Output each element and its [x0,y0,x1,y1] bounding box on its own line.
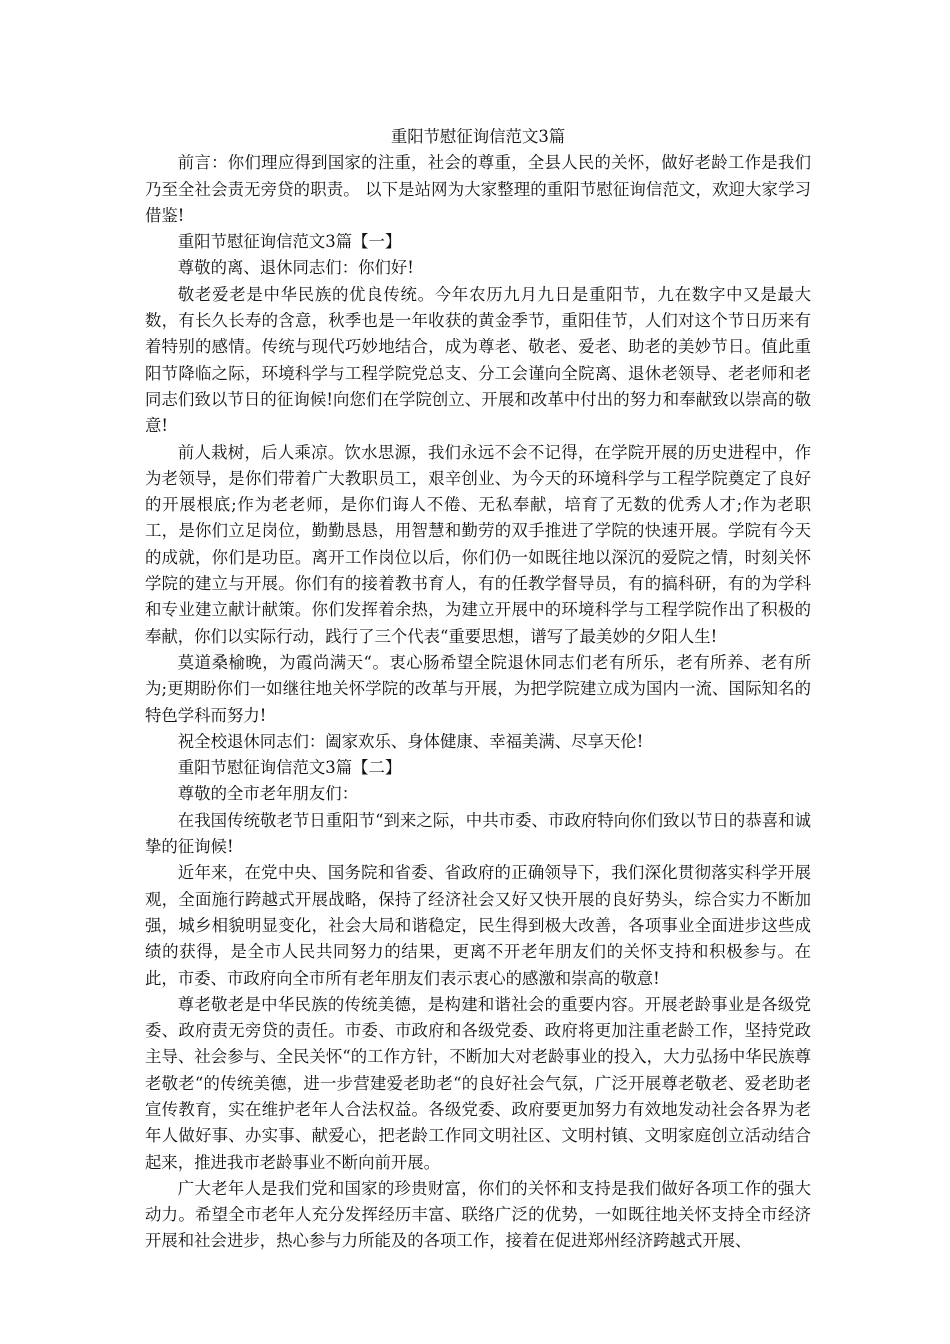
document-title: 重阳节慰征询信范文3篇 [390,127,566,146]
section-2-heading: 重阳节慰征询信范文3篇【二】 [177,758,402,778]
document-page [145,124,811,1255]
section-1-paragraph-1: 敬老爱老是中华民族的优良传统。今年农历九月九日是重阳节，九在数字中又是最大数，有长久长寿的含意，秋季也是一年收获的黄金季节，重阳佳节，人们对这个节日历来有着特别的感情。传统与现代巧妙地结合，成为尊老、敬老、爱老、助老的美妙节日。值此重阳节降临之际，环境科学与工程学院党总支、分工会谨向全院离、退休老领导、老老师和老同志们致以节日的征询候!向您们在学院创立、开展和改革中付出的努力和奉献致以崇高的敬意! [145,284,811,436]
section-1-paragraph-3: 莫道桑榆晚，为霞尚满天“。衷心肠希望全院退休同志们老有所乐，老有所养、老有所为;更期盼你们一如继往地关怀学院的改革与开展，为把学院建立成为国内一流、国际知名的特色学科而努力! [145,652,811,725]
section-2-paragraph-4: 广大老年人是我们党和国家的珍贵财富，你们的关怀和支持是我们做好各项工作的强大动力。希望全市老年人充分发挥经历丰富、联络广泛的优势，一如既往地关怀支持全市经济开展和社会进步，热心参与力所能及的各项工作，接着在促进郑州经济跨越式开展、 [145,1178,811,1251]
section-2-paragraph-1: 在我国传统敬老节日重阳节“到来之际，中共市委、市政府特向你们致以节日的恭喜和诚挚的征询候! [145,810,811,857]
section-1-salutation: 尊敬的离、退休同志们：你们好! [177,258,414,278]
section-2-paragraph-3: 尊老敬老是中华民族的传统美德，是构建和谐社会的重要内容。开展老龄事业是各级党委、政府责无旁贷的责任。市委、市政府和各级党委、政府将更加注重老龄工作，坚持党政主导、社会参与、全民关怀“的工作方针，不断加大对老龄事业的投入，大力弘扬中华民族尊老敬老“的传统美德，进一步营建爱老助老“的良好社会气氛，广泛开展尊老敬老、爱老助老宣传教育，实在维护老年人合法权益。各级党委、政府要更加努力有效地发动社会各界为老年人做好事、办实事、献爱心，把老龄工作同文明社区、文明村镇、文明家庭创立活动结合起来，推进我市老龄事业不断向前开展。 [145,994,811,1172]
section-1-heading: 重阳节慰征询信范文3篇【一】 [177,232,402,252]
section-1-paragraph-2: 前人栽树，后人乘凉。饮水思源，我们永远不会不记得，在学院开展的历史进程中，作为老领导，是你们带着广大教职员工，艰辛创业、为今天的环境科学与工程学院奠定了良好的开展根底;作为老老师，是你们诲人不倦、无私奉献，培育了无数的优秀人才;作为老职工，是你们立足岗位，勤勤恳恳，用智慧和勤劳的双手推进了学院的快速开展。学院有今天的成就，你们是功臣。离开工作岗位以后，你们仍一如既往地以深沉的爱院之情，时刻关怀学院的建立与开展。你们有的接着教书育人，有的任教学督导员，有的搞科研，有的为学科和专业建立献计献策。你们发挥着余热，为建立开展中的环境科学与工程学院作出了积极的奉献，你们以实际行动，践行了三个代表“重要思想，谱写了最美妙的夕阳人生! [145,442,811,646]
section-2-salutation: 尊敬的全市老年朋友们： [177,784,359,804]
section-1-closing: 祝全校退休同志们：阖家欢乐、身体健康、幸福美满、尽享天伦! [177,731,644,751]
intro-paragraph: 前言：你们理应得到国家的注重，社会的尊重，全县人民的关怀，做好老龄工作是我们乃至全社会责无旁贷的职责。 以下是站网为大家整理的重阳节慰征询信范文，欢迎大家学习借鉴! [145,153,811,225]
section-2-paragraph-2: 近年来，在党中央、国务院和省委、省政府的正确领导下，我们深化贯彻落实科学开展观，全面施行跨越式开展战略，保持了经济社会又好又快开展的良好势头，综合实力不断加强，城乡相貌明显变化，社会大局和谐稳定，民生得到极大改善，各项事业全面进步这些成绩的获得，是全市人民共同努力的结果，更离不开老年朋友们的关怀支持和积极参与。在此，市委、市政府向全市所有老年朋友们表示衷心的感激和崇高的敬意! [145,863,811,988]
